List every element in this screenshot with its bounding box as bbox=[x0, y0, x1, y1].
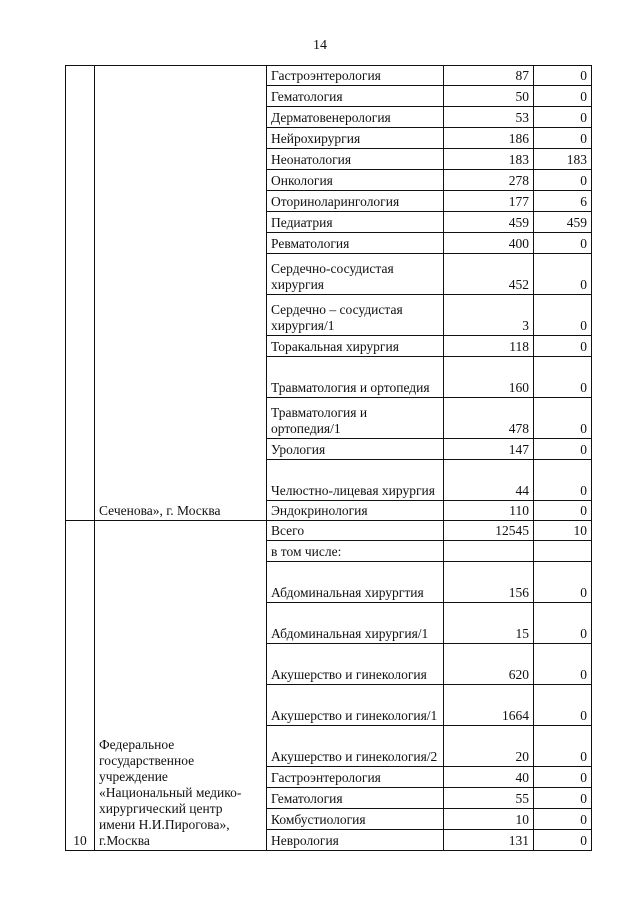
specialty-cell: Неврология bbox=[267, 830, 444, 851]
value-second-cell: 0 bbox=[534, 233, 592, 254]
value-second-cell: 0 bbox=[534, 398, 592, 439]
value-second-cell: 0 bbox=[534, 128, 592, 149]
value-total-cell: 131 bbox=[444, 830, 534, 851]
value-total-cell: 183 bbox=[444, 149, 534, 170]
value-total-cell: 620 bbox=[444, 644, 534, 685]
value-second-cell: 0 bbox=[534, 788, 592, 809]
value-total-cell: 452 bbox=[444, 254, 534, 295]
value-second-cell: 0 bbox=[534, 357, 592, 398]
specialty-cell: Педиатрия bbox=[267, 212, 444, 233]
value-second-cell: 0 bbox=[534, 107, 592, 128]
value-second-cell: 0 bbox=[534, 830, 592, 851]
value-total-cell: 478 bbox=[444, 398, 534, 439]
value-total-cell: 87 bbox=[444, 66, 534, 86]
table-body bbox=[66, 66, 592, 851]
value-total-cell: 459 bbox=[444, 212, 534, 233]
value-second-cell: 10 bbox=[534, 521, 592, 541]
value-total-cell: 278 bbox=[444, 170, 534, 191]
specialty-cell: Сердечно-сосудистая хирургия bbox=[267, 254, 444, 295]
specialty-cell: Челюстно-лицевая хирургия bbox=[267, 460, 444, 501]
value-second-cell: 0 bbox=[534, 66, 592, 86]
specialty-cell: Акушерство и гинекология/2 bbox=[267, 726, 444, 767]
data-table bbox=[65, 65, 592, 851]
row-number bbox=[66, 66, 95, 521]
value-total-cell: 10 bbox=[444, 809, 534, 830]
specialty-cell: Эндокринология bbox=[267, 501, 444, 521]
value-total-cell: 40 bbox=[444, 767, 534, 788]
organization-name: Сеченова», г. Москва bbox=[95, 66, 267, 521]
specialty-cell: Травматология и ортопедия/1 bbox=[267, 398, 444, 439]
organization-name: Федеральное государственное учреждение «Национальный медико-хирургический центр имени Н.И.Пирогова», г.Москва bbox=[95, 521, 267, 851]
specialty-cell: Абдоминальная хирургия/1 bbox=[267, 603, 444, 644]
specialty-cell: Комбустиология bbox=[267, 809, 444, 830]
value-total-cell: 53 bbox=[444, 107, 534, 128]
value-total-cell: 147 bbox=[444, 439, 534, 460]
value-second-cell: 0 bbox=[534, 86, 592, 107]
value-total-cell: 118 bbox=[444, 336, 534, 357]
page-number: 14 bbox=[313, 38, 327, 53]
value-second-cell: 0 bbox=[534, 501, 592, 521]
value-total-cell: 20 bbox=[444, 726, 534, 767]
value-second-cell: 0 bbox=[534, 726, 592, 767]
specialty-cell: Гастроэнтерология bbox=[267, 767, 444, 788]
value-second-cell bbox=[534, 541, 592, 562]
value-total-cell: 177 bbox=[444, 191, 534, 212]
value-total-cell: 186 bbox=[444, 128, 534, 149]
value-second-cell: 0 bbox=[534, 460, 592, 501]
specialty-cell: Урология bbox=[267, 439, 444, 460]
value-second-cell: 183 bbox=[534, 149, 592, 170]
specialty-cell: Сердечно – сосудистая хирургия/1 bbox=[267, 295, 444, 336]
specialty-cell: Дерматовенерология bbox=[267, 107, 444, 128]
value-total-cell bbox=[444, 541, 534, 562]
value-total-cell: 12545 bbox=[444, 521, 534, 541]
specialty-cell: Гематология bbox=[267, 788, 444, 809]
specialty-cell: Всего bbox=[267, 521, 444, 541]
value-second-cell: 0 bbox=[534, 295, 592, 336]
table-row bbox=[66, 521, 592, 541]
value-second-cell: 0 bbox=[534, 644, 592, 685]
value-second-cell: 0 bbox=[534, 685, 592, 726]
value-total-cell: 3 bbox=[444, 295, 534, 336]
specialty-cell: Травматология и ортопедия bbox=[267, 357, 444, 398]
specialty-cell: Акушерство и гинекология/1 bbox=[267, 685, 444, 726]
value-total-cell: 15 bbox=[444, 603, 534, 644]
specialty-cell: в том числе: bbox=[267, 541, 444, 562]
specialty-cell: Акушерство и гинекология bbox=[267, 644, 444, 685]
value-total-cell: 55 bbox=[444, 788, 534, 809]
specialty-cell: Оториноларингология bbox=[267, 191, 444, 212]
value-total-cell: 156 bbox=[444, 562, 534, 603]
value-total-cell: 160 bbox=[444, 357, 534, 398]
value-total-cell: 44 bbox=[444, 460, 534, 501]
value-total-cell: 1664 bbox=[444, 685, 534, 726]
specialty-cell: Гематология bbox=[267, 86, 444, 107]
value-second-cell: 459 bbox=[534, 212, 592, 233]
value-second-cell: 0 bbox=[534, 336, 592, 357]
specialty-cell: Нейрохирургия bbox=[267, 128, 444, 149]
specialty-cell: Онкология bbox=[267, 170, 444, 191]
value-total-cell: 400 bbox=[444, 233, 534, 254]
value-total-cell: 50 bbox=[444, 86, 534, 107]
value-second-cell: 0 bbox=[534, 562, 592, 603]
specialty-cell: Гастроэнтерология bbox=[267, 66, 444, 86]
specialty-cell: Торакальная хирургия bbox=[267, 336, 444, 357]
table-row bbox=[66, 66, 592, 86]
specialty-cell: Абдоминальная хирургтия bbox=[267, 562, 444, 603]
value-second-cell: 0 bbox=[534, 767, 592, 788]
value-second-cell: 6 bbox=[534, 191, 592, 212]
value-second-cell: 0 bbox=[534, 254, 592, 295]
specialty-cell: Ревматология bbox=[267, 233, 444, 254]
row-number: 10 bbox=[66, 521, 95, 851]
value-total-cell: 110 bbox=[444, 501, 534, 521]
value-second-cell: 0 bbox=[534, 439, 592, 460]
value-second-cell: 0 bbox=[534, 809, 592, 830]
value-second-cell: 0 bbox=[534, 170, 592, 191]
value-second-cell: 0 bbox=[534, 603, 592, 644]
specialty-cell: Неонатология bbox=[267, 149, 444, 170]
